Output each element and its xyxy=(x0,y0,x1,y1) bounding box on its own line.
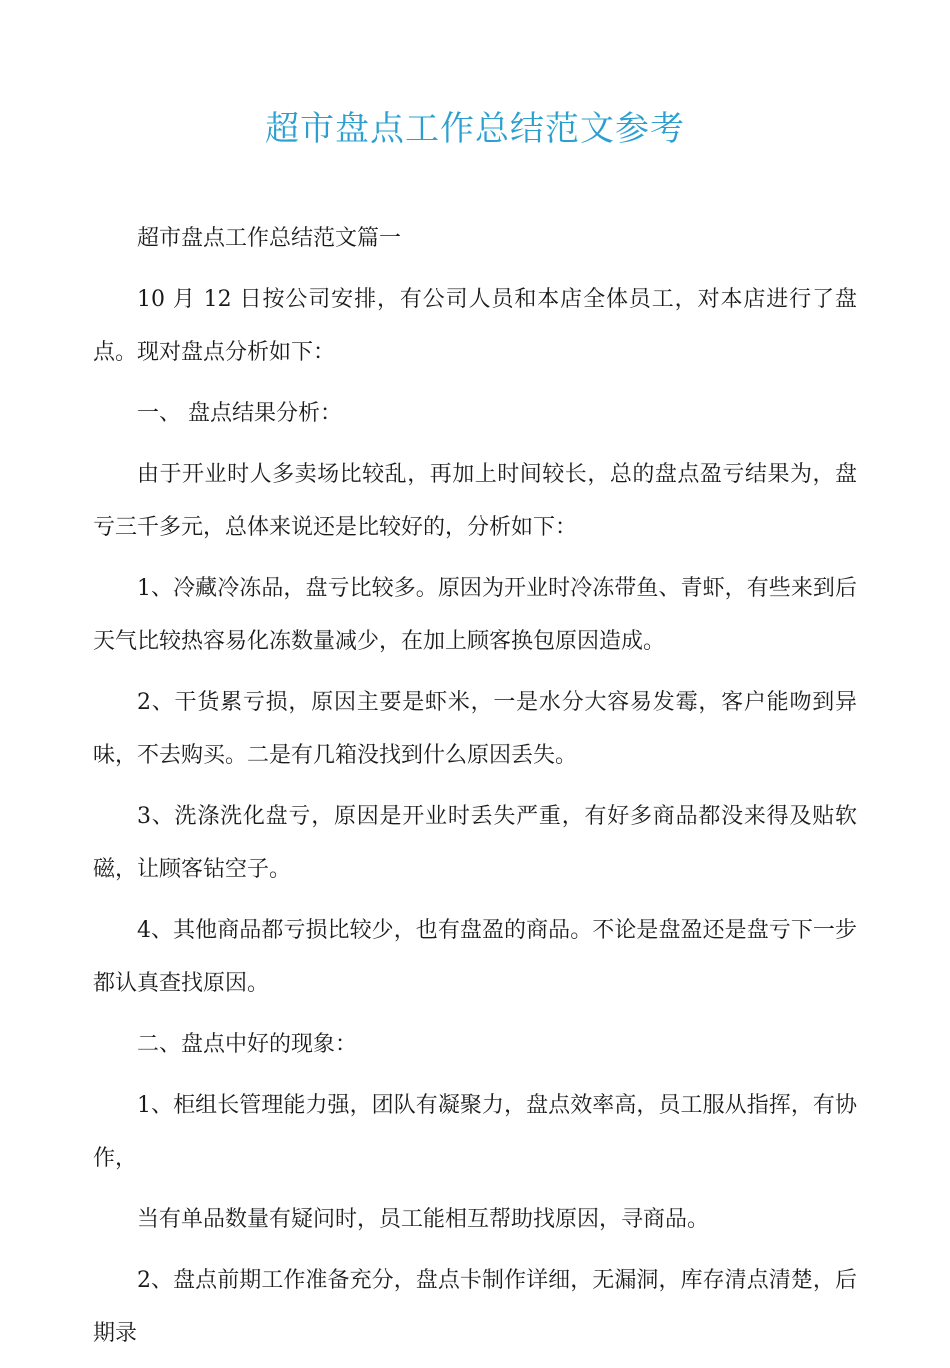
paragraph-item-dry-goods: 2、干货累亏损，原因主要是虾米，一是水分大容易发霉，客户能吻到异味，不去购买。二是有几箱没找到什么原因丢失。 xyxy=(93,690,857,768)
paragraph-item-detergents: 3、洗涤洗化盘亏，原因是开业时丢失严重，有好多商品都没来得及贴软磁，让顾客钻空子。 xyxy=(93,804,857,882)
paragraph-good-item-1: 1、柜组长管理能力强，团队有凝聚力，盘点效率高，员工服从指挥，有协作， xyxy=(93,1093,857,1171)
document-body xyxy=(93,212,857,1368)
paragraph-good-item-2: 2、盘点前期工作准备充分，盘点卡制作详细，无漏洞，库存清点清楚，后期录 xyxy=(93,1268,857,1346)
paragraph-heading-good-phenomena: 二、盘点中好的现象： xyxy=(137,1032,358,1057)
paragraph-heading-result-analysis: 一、 盘点结果分析： xyxy=(137,401,342,426)
paragraph-item-frozen: 1、冷藏冷冻品，盘亏比较多。原因为开业时冷冻带鱼、青虾，有些来到后天气比较热容易化冻数量减少，在加上顾客换包原因造成。 xyxy=(93,576,857,654)
paragraph-section-heading: 超市盘点工作总结范文篇一 xyxy=(137,226,402,251)
paragraph-result-summary: 由于开业时人多卖场比较乱，再加上时间较长，总的盘点盈亏结果为，盘亏三千多元，总体来说还是比较好的，分析如下： xyxy=(93,462,857,540)
document-title: 超市盘点工作总结范文参考 xyxy=(265,109,685,149)
paragraph-item-other: 4、其他商品都亏损比较少，也有盘盈的商品。不论是盘盈还是盘亏下一步都认真查找原因。 xyxy=(93,918,857,996)
paragraph-good-item-1-cont: 当有单品数量有疑问时，员工能相互帮助找原因，寻商品。 xyxy=(137,1207,710,1232)
paragraph-intro: 10 月 12 日按公司安排，有公司人员和本店全体员工，对本店进行了盘点。现对盘点分析如下： xyxy=(93,287,857,365)
